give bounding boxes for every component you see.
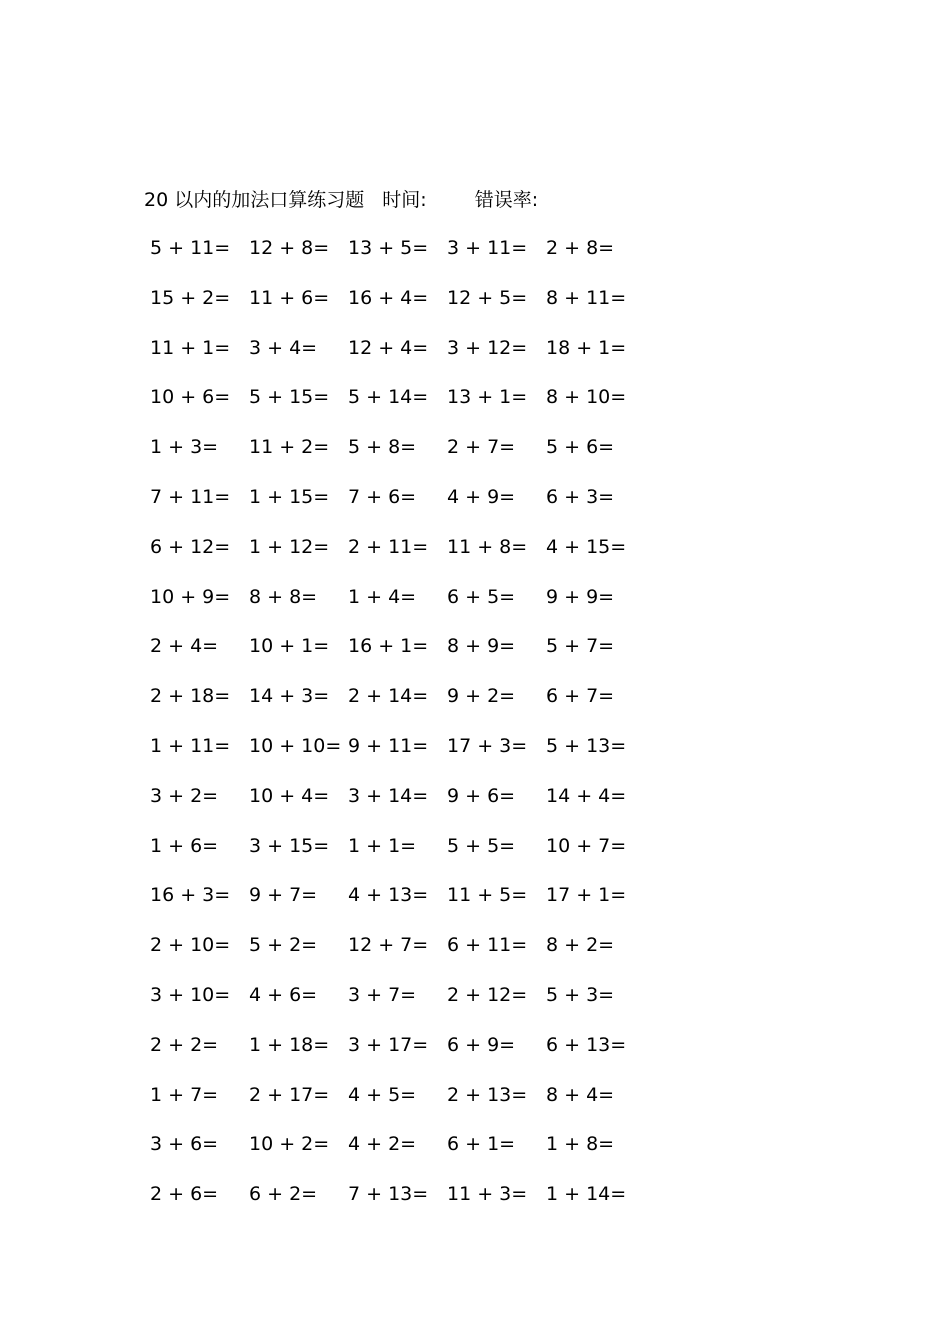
addition-problem: 5 + 13= [546, 734, 627, 757]
addition-problem: 3 + 6= [150, 1133, 219, 1156]
addition-problem: 7 + 6= [348, 485, 417, 508]
addition-problem: 3 + 14= [348, 784, 429, 807]
addition-problem: 2 + 13= [447, 1083, 528, 1106]
addition-problem: 17 + 1= [546, 884, 627, 907]
addition-problem: 4 + 2= [348, 1133, 417, 1156]
addition-problem: 10 + 4= [249, 784, 330, 807]
addition-problem: 1 + 8= [546, 1133, 615, 1156]
addition-problem: 4 + 6= [249, 983, 318, 1006]
addition-problem: 1 + 1= [348, 834, 417, 857]
addition-problem: 9 + 2= [447, 685, 516, 708]
addition-problem: 5 + 14= [348, 386, 429, 409]
addition-problem: 2 + 4= [150, 635, 219, 658]
addition-problem: 3 + 2= [150, 784, 219, 807]
addition-problem: 4 + 15= [546, 535, 627, 558]
addition-problem: 5 + 6= [546, 436, 615, 459]
addition-problem: 5 + 15= [249, 386, 330, 409]
addition-problem: 10 + 6= [150, 386, 231, 409]
addition-problem: 9 + 9= [546, 585, 615, 608]
addition-problem: 2 + 18= [150, 685, 231, 708]
addition-problem: 8 + 10= [546, 386, 627, 409]
addition-problem: 5 + 11= [150, 237, 231, 259]
addition-problem: 6 + 2= [249, 1183, 318, 1206]
addition-problem: 4 + 9= [447, 485, 516, 508]
worksheet-header [144, 186, 538, 214]
addition-problem: 8 + 9= [447, 635, 516, 658]
addition-problem: 6 + 11= [447, 934, 528, 957]
addition-problem: 11 + 1= [150, 336, 231, 359]
addition-problem: 3 + 4= [249, 336, 318, 359]
addition-problem: 1 + 18= [249, 1033, 330, 1056]
worksheet-title: 20 以内的加法口算练习题 [144, 189, 365, 211]
addition-problem: 2 + 8= [546, 237, 615, 259]
addition-problem: 10 + 1= [249, 635, 330, 658]
addition-problem: 1 + 12= [249, 535, 330, 558]
addition-problem: 4 + 13= [348, 884, 429, 907]
addition-problem: 3 + 7= [348, 983, 417, 1006]
addition-problem: 16 + 3= [150, 884, 231, 907]
addition-problem: 4 + 5= [348, 1083, 417, 1106]
addition-problem: 10 + 10= [249, 734, 342, 757]
addition-problem: 11 + 5= [447, 884, 528, 907]
addition-problem: 1 + 14= [546, 1183, 627, 1206]
addition-problem: 5 + 2= [249, 934, 318, 957]
addition-problem: 2 + 10= [150, 934, 231, 957]
addition-problem: 7 + 13= [348, 1183, 429, 1206]
addition-problem: 10 + 7= [546, 834, 627, 857]
addition-problem: 11 + 6= [249, 286, 330, 309]
addition-problem: 14 + 4= [546, 784, 627, 807]
addition-problem: 11 + 2= [249, 436, 330, 459]
addition-problem: 2 + 17= [249, 1083, 330, 1106]
addition-problem: 3 + 17= [348, 1033, 429, 1056]
addition-problem: 6 + 5= [447, 585, 516, 608]
addition-problem: 8 + 4= [546, 1083, 615, 1106]
addition-problem: 8 + 2= [546, 934, 615, 957]
addition-problem: 3 + 11= [447, 237, 528, 259]
addition-problem: 10 + 2= [249, 1133, 330, 1156]
addition-problem: 8 + 11= [546, 286, 627, 309]
addition-problem: 13 + 1= [447, 386, 528, 409]
addition-problem: 1 + 3= [150, 436, 219, 459]
addition-problem: 5 + 7= [546, 635, 615, 658]
addition-problem: 5 + 3= [546, 983, 615, 1006]
addition-problem: 17 + 3= [447, 734, 528, 757]
addition-problem: 12 + 5= [447, 286, 528, 309]
addition-problem: 2 + 2= [150, 1033, 219, 1056]
addition-problem: 9 + 6= [447, 784, 516, 807]
addition-problem: 1 + 15= [249, 485, 330, 508]
addition-problem: 9 + 11= [348, 734, 429, 757]
addition-problem: 8 + 8= [249, 585, 318, 608]
addition-problem: 3 + 12= [447, 336, 528, 359]
addition-problem: 6 + 12= [150, 535, 231, 558]
addition-problem: 13 + 5= [348, 237, 429, 259]
addition-problem: 1 + 6= [150, 834, 219, 857]
addition-problem: 3 + 15= [249, 834, 330, 857]
addition-problem: 2 + 14= [348, 685, 429, 708]
addition-problem: 14 + 3= [249, 685, 330, 708]
addition-problem: 6 + 3= [546, 485, 615, 508]
addition-problem: 11 + 8= [447, 535, 528, 558]
addition-problem: 2 + 11= [348, 535, 429, 558]
addition-problem: 5 + 8= [348, 436, 417, 459]
addition-problem: 10 + 9= [150, 585, 231, 608]
addition-problem: 1 + 7= [150, 1083, 219, 1106]
addition-problem: 12 + 8= [249, 237, 330, 259]
addition-problem: 6 + 9= [447, 1033, 516, 1056]
addition-problem: 2 + 7= [447, 436, 516, 459]
addition-problem: 16 + 4= [348, 286, 429, 309]
error-rate-label: 错误率: [474, 189, 539, 211]
addition-problem: 6 + 13= [546, 1033, 627, 1056]
addition-problem: 2 + 12= [447, 983, 528, 1006]
addition-problem: 6 + 7= [546, 685, 615, 708]
addition-problem: 15 + 2= [150, 286, 231, 309]
addition-problem: 11 + 3= [447, 1183, 528, 1206]
addition-problem: 1 + 11= [150, 734, 231, 757]
addition-problem: 18 + 1= [546, 336, 627, 359]
addition-problem: 3 + 10= [150, 983, 231, 1006]
addition-problem: 6 + 1= [447, 1133, 516, 1156]
time-label: 时间: [382, 189, 427, 211]
addition-problem: 12 + 4= [348, 336, 429, 359]
addition-problem: 2 + 6= [150, 1183, 219, 1206]
addition-problem: 16 + 1= [348, 635, 429, 658]
addition-problem: 7 + 11= [150, 485, 231, 508]
addition-problem: 9 + 7= [249, 884, 318, 907]
addition-problem: 12 + 7= [348, 934, 429, 957]
addition-problem: 5 + 5= [447, 834, 516, 857]
addition-problem: 1 + 4= [348, 585, 417, 608]
